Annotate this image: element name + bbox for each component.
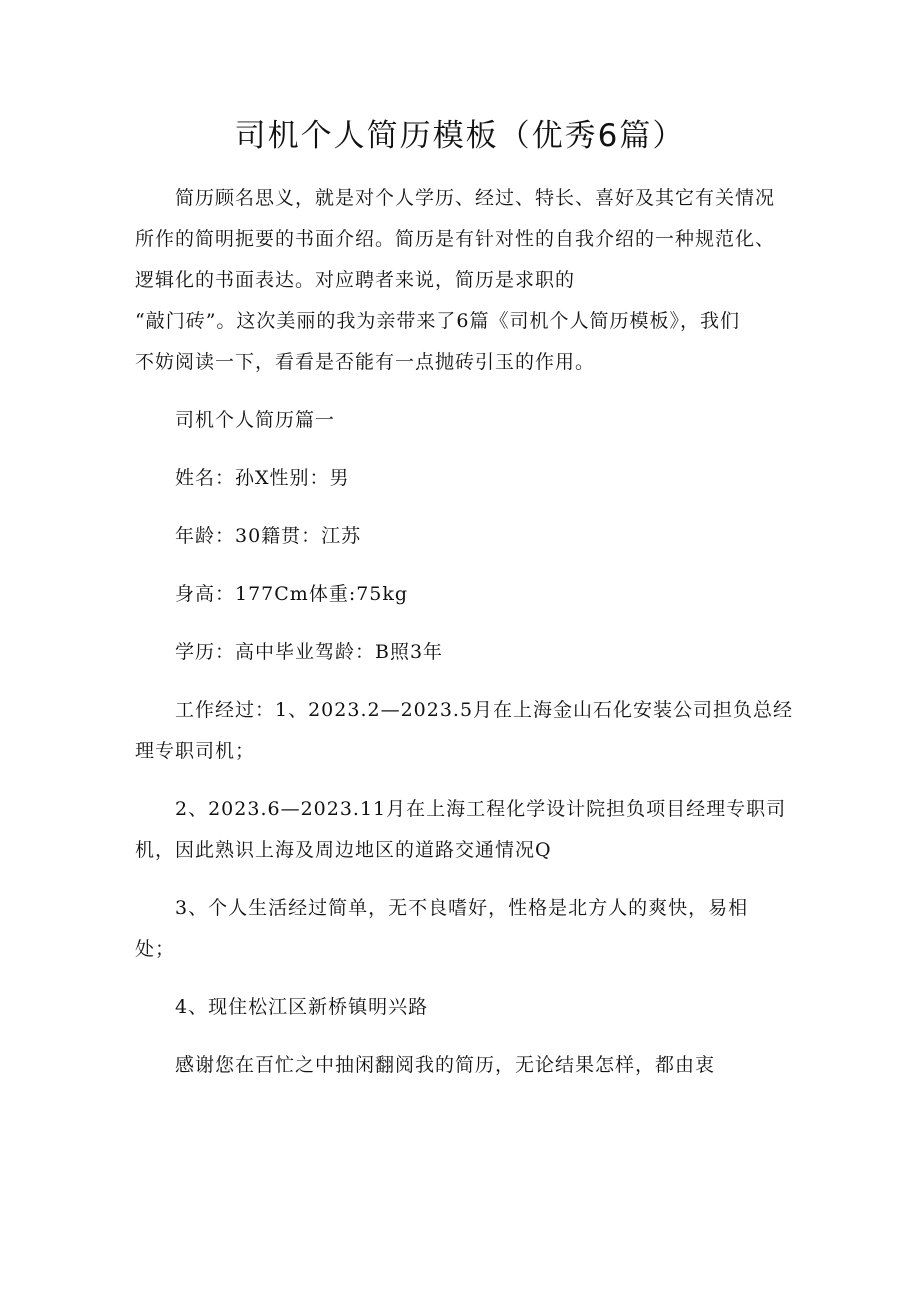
closing-line: 感谢您在百忙之中抽闲翻阅我的简历，无论结果怎样，都由衷 (175, 1054, 716, 1076)
height-weight-line: 身高：177Cm体重:75kg (175, 583, 409, 605)
age-hometown-line: 年龄：30籍贯：江苏 (175, 525, 362, 547)
work-line: 理专职司机； (135, 740, 256, 762)
work-experience-4: 4、现住松江区新桥镇明兴路 (175, 996, 429, 1018)
section-heading: 司机个人简历篇一 (175, 409, 336, 431)
work-experience-2 (135, 789, 785, 871)
intro-line: 简历顾名思义，就是对个人学历、经过、特长、喜好及其它有关情况 (175, 187, 776, 209)
work-line: 3、个人生活经过简单，无不良嗜好，性格是北方人的爽快，易相 (175, 897, 749, 919)
intro-line: 逻辑化的书面表达。对应聘者来说，简历是求职的 (135, 269, 576, 291)
work-line: 处； (135, 938, 176, 960)
work-line: 工作经过：1、2023.2—2023.5月在上海金山石化安装公司担负总经 (175, 699, 794, 721)
work-line: 机，因此熟识上海及周边地区的道路交通情况Q (135, 839, 552, 861)
name-gender-line: 姓名：孙X性别：男 (175, 467, 350, 489)
work-line: 2、2023.6—2023.11月在上海工程化学设计院担负项目经理专职司 (175, 798, 787, 820)
work-experience-1 (135, 690, 794, 772)
intro-line: 不妨阅读一下，看看是否能有一点抛砖引玉的作用。 (135, 351, 596, 373)
education-line: 学历：高中毕业驾龄：B照3年 (175, 641, 444, 663)
intro-paragraph (135, 178, 785, 383)
work-experience-3 (135, 888, 785, 970)
document-body (135, 178, 794, 1086)
intro-line: “敲门砖”。这次美丽的我为亲带来了6篇《司机个人简历模板》，我们 (135, 310, 741, 332)
intro-line: 所作的简明扼要的书面介绍。简历是有针对性的自我介绍的一种规范化、 (135, 228, 776, 250)
document-title: 司机个人简历模板（优秀6篇） (234, 118, 686, 154)
